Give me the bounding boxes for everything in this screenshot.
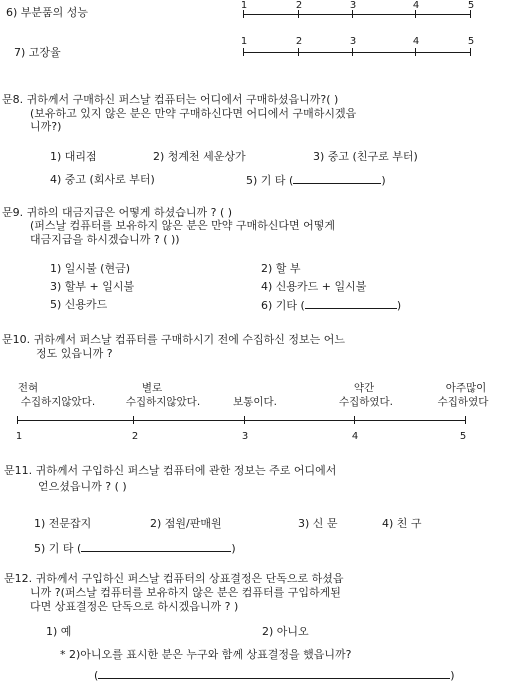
q8-option-5-close: ) (381, 174, 386, 187)
q10-tick-4 (354, 416, 355, 424)
q7-num-5: 5 (467, 36, 475, 47)
q12-question: 문12. 귀하께서 구입하신 퍼스날 컴퓨터의 상표결정은 단독으로 하셨읍 (4, 572, 344, 585)
q11-option-5[interactable] (34, 541, 236, 555)
q8-option-2[interactable]: 2) 청계천 세운상가 (153, 150, 246, 163)
q9-option-4[interactable]: 4) 신용카드 + 일시불 (261, 280, 367, 293)
q7-num-2: 2 (295, 36, 303, 47)
q9-note: (퍼스날 컴퓨터를 보유하지 않은 분은 만약 구매하신다면 어떻게 (30, 219, 336, 232)
q7-num-3: 3 (349, 36, 357, 47)
q9-option-6-label: 6) 기타 ( (261, 299, 305, 312)
q10-num-1: 1 (15, 431, 23, 442)
q10-tick-2 (133, 416, 134, 424)
q10-question: 문10. 귀하께서 퍼스날 컴퓨터를 구매하시기 전에 수집하신 정보는 어느 (2, 333, 345, 346)
q7-scale-line (243, 52, 471, 53)
q10-label-1-top: 전혀 (17, 382, 39, 394)
q12-question-cont: 니까 ?(퍼스날 컴퓨터를 보유하지 않은 분은 컴퓨터를 구입하게된 (30, 586, 341, 599)
q6-tick-1 (243, 10, 244, 18)
q7-tick-4 (415, 48, 416, 56)
q7-tick-5 (470, 48, 471, 56)
q8-option-5[interactable] (246, 173, 386, 187)
q12-followup-open: ( (94, 669, 99, 682)
q8-option-1[interactable]: 1) 대리점 (50, 150, 97, 163)
q12-followup-answer[interactable] (94, 668, 455, 682)
q6-num-3: 3 (349, 0, 357, 11)
q12-option-2[interactable]: 2) 아니오 (262, 625, 309, 638)
q8-note: (보유하고 있지 않은 분은 만약 구매하신다면 어디에서 구매하시겠읍 (30, 107, 357, 120)
q9-option-1[interactable]: 1) 일시불 (현금) (50, 262, 130, 275)
q9-option-3[interactable]: 3) 할부 + 일시불 (50, 280, 135, 293)
q8-option-5-label: 5) 기 타 ( (246, 174, 294, 187)
q10-tick-1 (17, 416, 18, 424)
q11-option-3[interactable]: 3) 신 문 (298, 517, 338, 530)
q6-num-4: 4 (412, 0, 420, 11)
q6-num-1: 1 (240, 0, 248, 11)
q8-option-4[interactable]: 4) 중고 (회사로 부터) (50, 173, 155, 186)
q10-num-3: 3 (241, 431, 249, 442)
q10-label-4: 수집하였다. (338, 396, 394, 408)
q7-num-4: 4 (412, 36, 420, 47)
q6-tick-4 (415, 10, 416, 18)
q7-tick-2 (298, 48, 299, 56)
q11-question: 문11. 귀하께서 구입하신 퍼스날 컴퓨터에 관한 정보는 주로 어디에서 (4, 464, 337, 477)
q11-option-2[interactable]: 2) 점원/판매원 (150, 517, 222, 530)
q6-num-5: 5 (467, 0, 475, 11)
q9-option-6-close: ) (396, 299, 402, 312)
q10-tick-5 (465, 416, 466, 424)
q6-tick-2 (298, 10, 299, 18)
q9-question: 문9. 귀하의 대금지급은 어떻게 하셨습니까 ? ( ) (2, 206, 233, 219)
q10-label-5-top: 아주많이 (445, 382, 487, 394)
q9-option-6[interactable] (261, 298, 401, 312)
q7-num-1: 1 (240, 36, 248, 47)
q8-question: 문8. 귀하께서 구매하신 퍼스날 컴퓨터는 어디에서 구매하셨읍니까?( ) (2, 93, 339, 106)
q10-label-3: 보통이다. (233, 396, 277, 408)
q9-note-cont: 대금지급을 하시겠습니까 ? ( )) (30, 233, 180, 246)
q9-option-2[interactable]: 2) 할 부 (261, 262, 301, 275)
q7-label: 7) 고장율 (14, 46, 61, 59)
q6-num-2: 2 (295, 0, 303, 11)
q7-tick-1 (243, 48, 244, 56)
q10-num-5: 5 (459, 431, 467, 442)
q8-option-3[interactable]: 3) 중고 (친구로 부터) (313, 150, 418, 163)
q10-scale-line (17, 420, 465, 421)
q8-note-cont: 니까?) (30, 120, 62, 133)
q10-question-cont: 정도 있읍니까 ? (36, 347, 113, 360)
q10-tick-3 (244, 416, 245, 424)
q6-tick-3 (352, 10, 353, 18)
q11-option-4[interactable]: 4) 친 구 (382, 517, 422, 530)
q12-followup-close: ) (450, 669, 455, 682)
q11-option-5-close: ) (231, 542, 236, 555)
q10-label-2: 수집하지않았다. (125, 396, 201, 408)
q11-question-cont: 얻으셨읍니까 ? ( ) (38, 480, 127, 493)
q12-followup-input[interactable] (98, 668, 450, 679)
q12-question-cont-2: 다면 상표결정은 단독으로 하시겠읍니까 ? ) (30, 600, 239, 613)
q11-other-input[interactable] (81, 541, 231, 552)
q10-label-1: 수집하지않았다. (20, 396, 96, 408)
q11-option-5-label: 5) 기 타 ( (34, 542, 82, 555)
q10-label-4-top: 약간 (353, 382, 375, 394)
q10-num-4: 4 (351, 431, 359, 442)
q9-option-5[interactable]: 5) 신용카드 (50, 298, 108, 311)
q10-label-2-top: 별로 (141, 382, 163, 394)
q12-followup: * 2)아니오를 표시한 분은 누구와 함께 상표결정을 했읍니까? (60, 648, 352, 661)
q6-label: 6) 부분품의 성능 (6, 6, 89, 19)
q8-other-input[interactable] (293, 173, 381, 184)
q11-option-1[interactable]: 1) 전문잡지 (34, 517, 92, 530)
q10-label-5: 수집하였다 (437, 396, 489, 408)
q6-tick-5 (470, 10, 471, 18)
q6-scale-line (243, 14, 471, 15)
q9-other-input[interactable] (305, 298, 397, 309)
q7-tick-3 (352, 48, 353, 56)
q12-option-1[interactable]: 1) 예 (46, 625, 72, 638)
q10-num-2: 2 (131, 431, 139, 442)
